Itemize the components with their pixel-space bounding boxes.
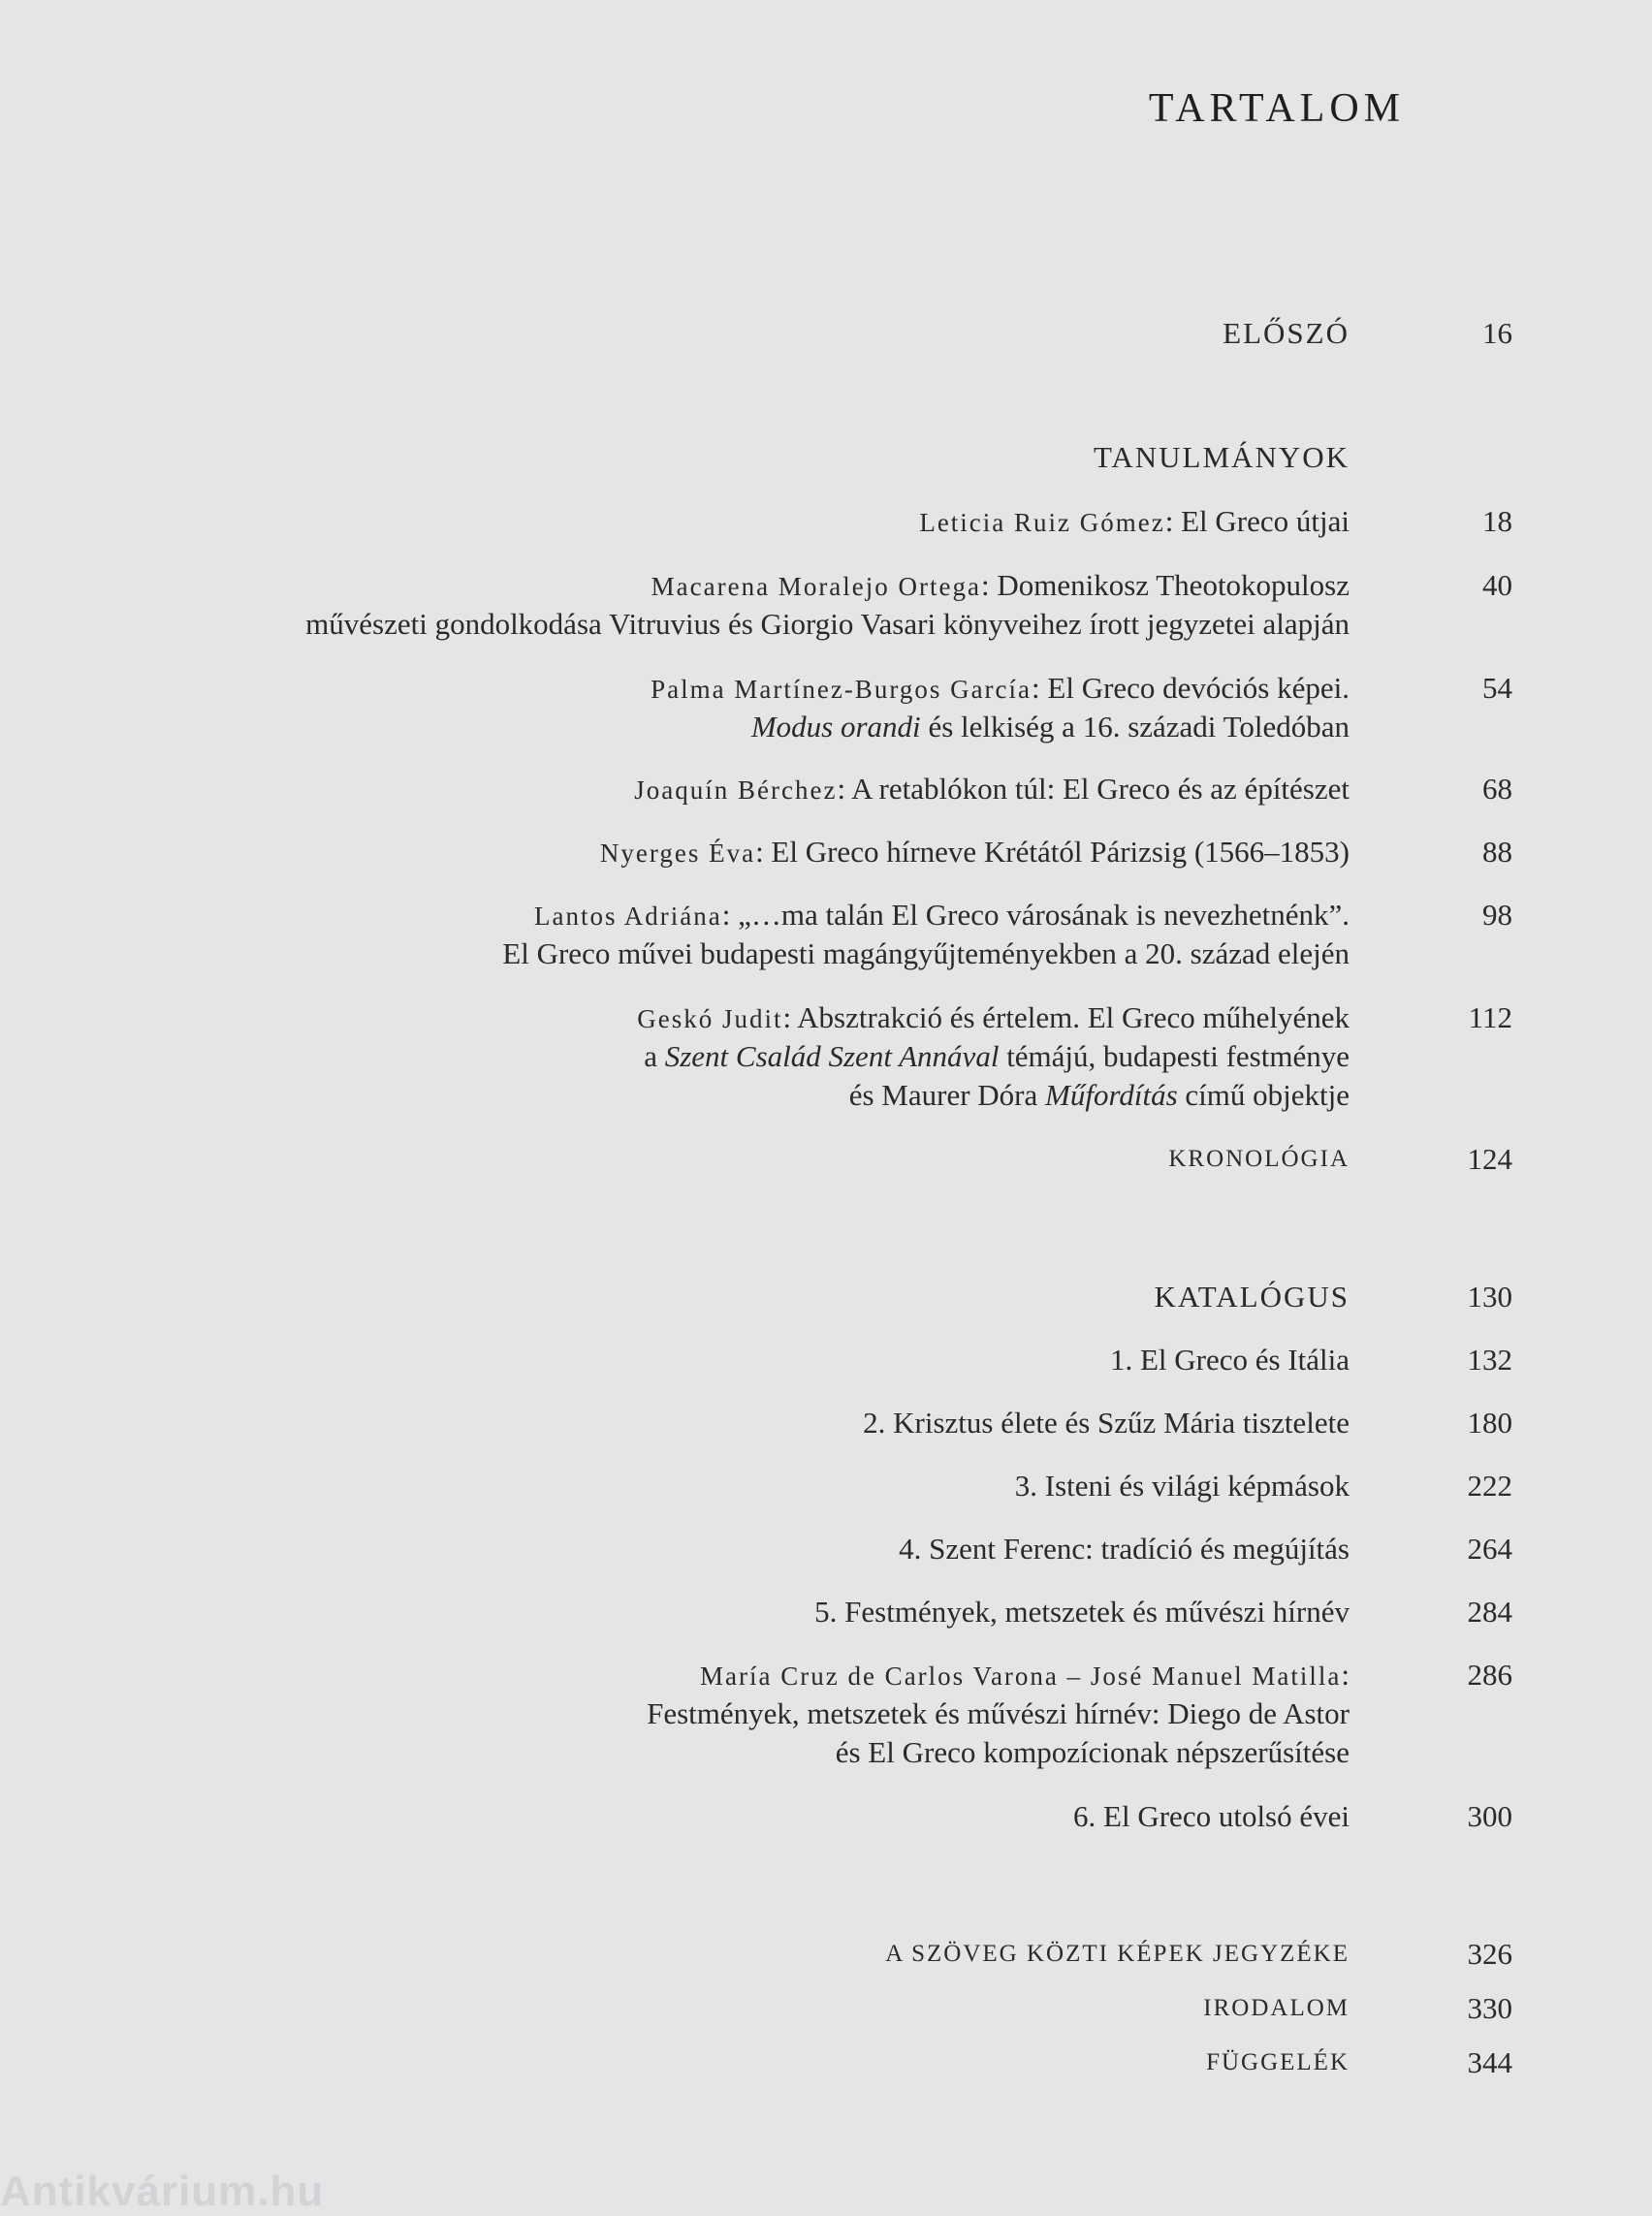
- author: Geskó Judit: [637, 1004, 783, 1033]
- entry-title: című objektje: [1177, 1078, 1350, 1112]
- author: Nyerges Éva: [599, 839, 756, 868]
- page-number: 330: [1467, 1991, 1512, 2025]
- author: María Cruz de Carlos Varona – José Manuel Matilla: [700, 1662, 1342, 1691]
- author: Palma Martínez-Burgos García: [651, 675, 1032, 704]
- page-number: 222: [1467, 1469, 1512, 1503]
- page-number: 264: [1467, 1532, 1512, 1566]
- entry-title: és El Greco kompozícionak népszerűsítése: [835, 1735, 1350, 1769]
- page-number: 40: [1482, 568, 1512, 602]
- entry-title: a: [644, 1039, 665, 1073]
- entry-title: és lelkiség a 16. századi Toledóban: [920, 710, 1350, 744]
- page-number: 132: [1467, 1343, 1512, 1377]
- page-number: 286: [1467, 1658, 1512, 1692]
- page-number: 180: [1467, 1406, 1512, 1440]
- author: Joaquín Bérchez: [634, 776, 838, 805]
- entry-title: 2. Krisztus élete és Szűz Mária tisztelete: [863, 1406, 1350, 1440]
- section-label: TANULMÁNYOK: [1093, 440, 1350, 474]
- entry-title: : El Greco útjai: [1164, 504, 1350, 538]
- entry-title: témájú, budapesti festménye: [999, 1039, 1350, 1073]
- entry-title: El Greco művei budapesti magángyűjteményekben a 20. század elején: [502, 936, 1350, 970]
- entry-title: : El Greco devóciós képei.: [1032, 671, 1350, 705]
- page-number: 68: [1482, 772, 1512, 806]
- section-label: FÜGGELÉK: [1206, 2049, 1350, 2075]
- entry-title: 5. Festmények, metszetek és művészi hírnév: [814, 1595, 1350, 1629]
- page-number: 98: [1482, 898, 1512, 932]
- page-number: 326: [1467, 1937, 1512, 1971]
- entry-title: 1. El Greco és Itália: [1109, 1343, 1350, 1377]
- entry-title: : El Greco hírneve Krétától Párizsig (1566–1853): [755, 835, 1350, 869]
- italic-title: Modus orandi: [750, 710, 921, 744]
- page-number: 18: [1482, 504, 1512, 538]
- page-number: 16: [1482, 316, 1512, 350]
- entry-title: Festmények, metszetek és művészi hírnév: Diego de Astor: [647, 1696, 1350, 1730]
- page-number: 284: [1467, 1595, 1512, 1629]
- section-label: KATALÓGUS: [1154, 1280, 1350, 1314]
- page-number: 88: [1482, 835, 1512, 869]
- entry-title: 4. Szent Ferenc: tradíció és megújítás: [899, 1532, 1350, 1566]
- watermark: Antikvárium.hu: [0, 2168, 325, 2215]
- entry-title: 3. Isteni és világi képmások: [1014, 1469, 1350, 1503]
- author: Lantos Adriána: [534, 902, 722, 931]
- author: Macarena Moralejo Ortega: [651, 572, 981, 601]
- entry-title: : Absztrakció és értelem. El Greco műhelyének: [782, 1000, 1350, 1034]
- section-label: KRONOLÓGIA: [1168, 1146, 1350, 1172]
- italic-title: Szent Család Szent Annával: [664, 1039, 1000, 1073]
- entry-title: : Domenikosz Theotokopulosz: [981, 568, 1350, 602]
- section-label: ELŐSZÓ: [1223, 316, 1350, 350]
- entry-title: :: [1341, 1658, 1350, 1692]
- page-number: 344: [1467, 2045, 1512, 2079]
- page-number: 124: [1467, 1142, 1512, 1176]
- italic-title: Műfordítás: [1045, 1078, 1178, 1112]
- page-number: 54: [1482, 671, 1512, 705]
- section-label: IRODALOM: [1203, 1995, 1350, 2021]
- page-number: 112: [1468, 1000, 1512, 1034]
- entry-title: 6. El Greco utolsó évei: [1073, 1799, 1350, 1833]
- page-title: TARTALOM: [1148, 86, 1405, 131]
- section-label: A SZÖVEG KÖZTI KÉPEK JEGYZÉKE: [885, 1941, 1350, 1967]
- author: Leticia Ruiz Gómez: [919, 508, 1165, 537]
- page-number: 130: [1467, 1280, 1512, 1314]
- entry-title: : „…ma talán El Greco városának is nevezhetnénk”.: [721, 898, 1350, 932]
- page-number: 300: [1467, 1799, 1512, 1833]
- entry-title: és Maurer Dóra: [848, 1078, 1046, 1112]
- entry-title: művészeti gondolkodása Vitruvius és Giorgio Vasari könyveihez írott jegyzetei alapján: [305, 607, 1350, 641]
- entry-title: : A retablókon túl: El Greco és az építészet: [837, 772, 1350, 806]
